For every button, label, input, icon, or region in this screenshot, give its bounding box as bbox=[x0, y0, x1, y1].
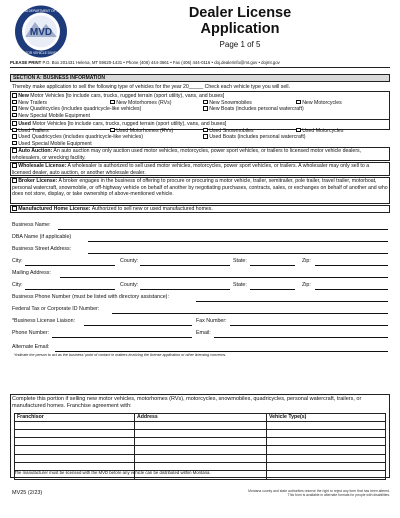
franchisor-cell[interactable] bbox=[15, 429, 135, 437]
checkbox[interactable] bbox=[203, 128, 208, 133]
mailing-zip-input[interactable] bbox=[315, 289, 388, 290]
used-trailers-option[interactable]: Used Trailers bbox=[12, 128, 49, 135]
mailing-zip-label: Zip: bbox=[302, 282, 311, 288]
address-cell[interactable] bbox=[135, 429, 267, 437]
checkbox[interactable] bbox=[12, 134, 17, 139]
used-motorhomes-option[interactable]: Used Motorhomes (RVs) bbox=[110, 128, 173, 135]
dba-input[interactable] bbox=[88, 241, 388, 242]
business-phone-label: Business Phone Number (must be listed with directory assistance): bbox=[12, 294, 169, 300]
used-special-mobile-option[interactable]: Used Special Mobile Equipment bbox=[12, 141, 92, 148]
alternate-email-label: Alternate Email: bbox=[12, 344, 50, 350]
fax-label: Fax Number: bbox=[196, 318, 227, 324]
address-cell[interactable] bbox=[135, 438, 267, 446]
mailing-state-label: State: bbox=[233, 282, 247, 288]
vehicle-types-cell[interactable] bbox=[267, 471, 386, 479]
divider bbox=[10, 67, 390, 68]
new-motorhomes-option[interactable]: New Motorhomes (RVs) bbox=[110, 100, 171, 107]
mailing-county-input[interactable] bbox=[140, 289, 230, 290]
county-input[interactable] bbox=[140, 265, 230, 266]
phone-number-input[interactable] bbox=[52, 337, 192, 338]
business-phone-input[interactable] bbox=[196, 301, 388, 302]
zip-input[interactable] bbox=[315, 265, 388, 266]
checkbox[interactable] bbox=[12, 178, 17, 183]
mailing-county-label: County: bbox=[120, 282, 139, 288]
table-row bbox=[15, 454, 386, 462]
checkbox[interactable] bbox=[12, 106, 17, 111]
footer-disclaimer: Montana county and state authorities reserve the right to reject any form that has been altered. This form is available in alternate formats for people with disabilities. bbox=[248, 489, 390, 497]
checkbox[interactable] bbox=[12, 141, 17, 146]
checkbox[interactable] bbox=[12, 121, 17, 126]
checkbox[interactable] bbox=[296, 100, 301, 105]
phone-number-label: Phone Number: bbox=[12, 330, 50, 336]
franchise-note: The manufacturer must be licensed with the MVD before any vehicle can be distributed within Montana. bbox=[14, 470, 211, 475]
email-label: Email: bbox=[196, 330, 211, 336]
county-label: County: bbox=[120, 258, 139, 264]
checkbox[interactable] bbox=[12, 163, 17, 168]
checkbox[interactable] bbox=[110, 128, 115, 133]
checkbox[interactable] bbox=[12, 206, 17, 211]
new-motorcycles-option[interactable]: New Motorcycles bbox=[296, 100, 342, 107]
liaison-note: *Indicate the person to act as the business' point of contact in matters involving the license application or other licensing concerns. bbox=[14, 353, 227, 357]
section-a-heading: SECTION A: BUSINESS INFORMATION bbox=[10, 74, 390, 82]
street-input[interactable] bbox=[88, 253, 388, 254]
vehicle-types-cell[interactable] bbox=[267, 446, 386, 454]
new-special-mobile-option[interactable]: New Special Mobile Equipment bbox=[12, 113, 90, 120]
address-cell[interactable] bbox=[135, 421, 267, 429]
business-name-input[interactable] bbox=[58, 229, 388, 230]
mvd-seal-logo bbox=[10, 4, 72, 59]
zip-label: Zip: bbox=[302, 258, 311, 264]
agency-address bbox=[10, 60, 390, 65]
broker-option[interactable]: Broker License: A broker engages in the business of offering to procure or procuring a motor vehicle, trailer, semitrailer, pole trailer, travel trailer, motorboat, personal watercraft, snowmobile, or off-highway vehicle on behalf of another by negotiating purchases, contracts, sales, or exchanges on behalf of another and who does not store, display, or take ownership of above-mentioned vehicle. bbox=[12, 178, 388, 197]
auto-auction-option[interactable]: Auto Auction: An auto auction may only auction used motor vehicles, motorcycles, power sport vehicles, or trailers to licensed motor vehicle dealers, wholesalers, or wrecking facility. bbox=[12, 148, 362, 161]
franchise-intro: Complete this portion if selling new motor vehicles, motorhomes (RVs), motorcycles, snowmobiles, quadricycles, personal watercraft, trailers, or manufactured homes. Franchise agreement with: bbox=[12, 396, 362, 409]
checkbox[interactable] bbox=[203, 134, 208, 139]
title-line-2: Application bbox=[200, 21, 280, 37]
seal-mvd-text: MVD bbox=[29, 27, 53, 38]
used-motor-vehicles-option[interactable]: Used Motor Vehicles [to include cars, trucks, rugged terrain (sport utility), vans, and buses] bbox=[12, 121, 226, 128]
mailing-city-label: City: bbox=[12, 282, 23, 288]
checkbox[interactable] bbox=[12, 148, 17, 153]
checkbox[interactable] bbox=[203, 106, 208, 111]
column-header-vehicle-types: Vehicle Type(s) bbox=[267, 414, 386, 422]
new-trailers-option[interactable]: New Trailers bbox=[12, 100, 47, 107]
used-quadricycles-option[interactable]: Used Quadricycles (includes quadricycle-like vehicles) bbox=[12, 134, 143, 141]
franchisor-cell[interactable] bbox=[15, 438, 135, 446]
vehicle-types-cell[interactable] bbox=[267, 462, 386, 470]
liaison-input[interactable] bbox=[84, 325, 192, 326]
table-row bbox=[15, 421, 386, 429]
mailing-state-input[interactable] bbox=[250, 289, 295, 290]
form-title bbox=[130, 5, 350, 37]
franchisor-cell[interactable] bbox=[15, 454, 135, 462]
dba-label: DBA Name (if applicable) bbox=[12, 234, 72, 240]
used-boats-option[interactable]: Used Boats (includes personal watercraft) bbox=[203, 134, 306, 141]
street-label: Business Street Address: bbox=[12, 246, 72, 252]
new-snowmobiles-option[interactable]: New Snowmobiles bbox=[203, 100, 252, 107]
table-row bbox=[15, 446, 386, 454]
tax-id-label: Federal Tax or Corporate ID Number: bbox=[12, 306, 100, 312]
city-label: City: bbox=[12, 258, 23, 264]
state-label: State: bbox=[233, 258, 247, 264]
table-row bbox=[15, 438, 386, 446]
fax-input[interactable] bbox=[230, 325, 388, 326]
checkbox[interactable] bbox=[12, 93, 17, 98]
business-name-label: Business Name: bbox=[12, 222, 51, 228]
page-number: Page 1 of 5 bbox=[219, 40, 261, 49]
column-header-address: Address bbox=[135, 414, 267, 422]
state-input[interactable] bbox=[250, 265, 295, 266]
used-motorcycles-option[interactable]: Used Motorcycles bbox=[296, 128, 343, 135]
seal-top-text: MONTANA DEPARTMENT OF JUSTICE bbox=[12, 8, 70, 13]
new-motor-vehicles-option[interactable]: New Motor Vehicles [to include cars, trucks, rugged terrain (sport utility), vans, and buses] bbox=[12, 93, 224, 100]
wholesale-option[interactable]: Wholesale License: A wholesaler is authorized to sell used motor vehicles, motorcycles, power sport vehicles, or trailers. A wholesaler may only sell to a licensed dealer, auto auction, or another wholesale dealer. bbox=[12, 163, 370, 176]
mailing-city-input[interactable] bbox=[25, 289, 115, 290]
section-a-intro: Thereby make application to sell the following type of vehicles for the year 20_____ Check each vehicle type you will sell. bbox=[12, 84, 290, 90]
new-boats-option[interactable]: New Boats (includes personal watercraft) bbox=[203, 106, 304, 113]
vehicle-types-cell[interactable] bbox=[267, 421, 386, 429]
checkbox[interactable] bbox=[110, 100, 115, 105]
new-quadricycles-option[interactable]: New Quadricycles (includes quadricycle-like vehicles) bbox=[12, 106, 141, 113]
address-cell[interactable] bbox=[135, 454, 267, 462]
column-header-franchisor: Franchisor bbox=[15, 414, 135, 422]
checkbox[interactable] bbox=[12, 113, 17, 118]
mailing-input[interactable] bbox=[60, 277, 388, 278]
franchisor-cell[interactable] bbox=[15, 446, 135, 454]
alternate-email-input[interactable] bbox=[55, 351, 388, 352]
vehicle-types-cell[interactable] bbox=[267, 438, 386, 446]
checkbox[interactable] bbox=[296, 128, 301, 133]
form-id: MV25 (2/23) bbox=[12, 490, 43, 496]
tax-id-input[interactable] bbox=[112, 313, 388, 314]
email-input[interactable] bbox=[214, 337, 388, 338]
address-text: P.O. Box 201431 Helena, MT 59620-1431 • Phone (406) 444-3661 • Fax (406) 444-0116 • doj.dealerinfo@mt.gov • dojmt.gov bbox=[41, 60, 280, 65]
vehicle-types-cell[interactable] bbox=[267, 429, 386, 437]
please-print-label: PLEASE PRINT bbox=[10, 60, 42, 65]
mailing-label: Mailing Address: bbox=[12, 270, 51, 276]
checkbox[interactable] bbox=[12, 100, 17, 105]
manufactured-home-option[interactable]: Manufactured Home License: Authorized to sell new or used manufactured homes. bbox=[12, 206, 213, 213]
franchisor-cell[interactable] bbox=[15, 421, 135, 429]
divider bbox=[10, 119, 390, 120]
title-line-1: Dealer License bbox=[188, 5, 292, 21]
checkbox[interactable] bbox=[203, 100, 208, 105]
used-snowmobiles-option[interactable]: Used Snowmobiles bbox=[203, 128, 254, 135]
vehicle-types-cell[interactable] bbox=[267, 454, 386, 462]
address-cell[interactable] bbox=[135, 446, 267, 454]
liaison-label: *Business License Liaison: bbox=[12, 318, 76, 324]
checkbox[interactable] bbox=[12, 128, 17, 133]
city-input[interactable] bbox=[25, 265, 115, 266]
seal-bottom-text: MOTOR VEHICLE DIVISION bbox=[20, 51, 62, 55]
table-row bbox=[15, 429, 386, 437]
